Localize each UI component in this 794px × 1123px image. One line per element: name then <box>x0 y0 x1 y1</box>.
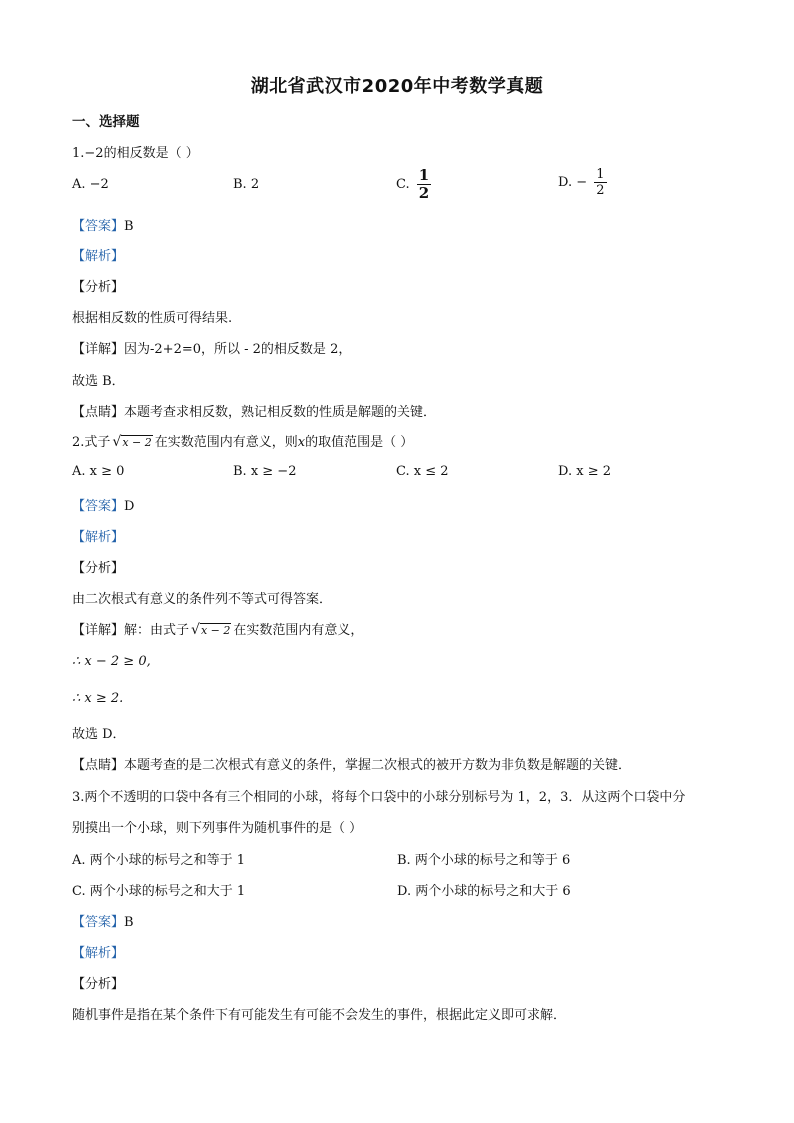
q2-option-d: D. x ≥ 2 <box>558 464 611 479</box>
q2-xiangjie <box>72 619 363 638</box>
q1-answer <box>72 215 134 234</box>
fraction-numerator: 1 <box>418 166 430 184</box>
sqrt-sign: √ <box>191 622 200 638</box>
dianjing-text: 本题考查的是二次根式有意义的条件，掌握二次根式的被开方数为非负数是解题的关键． <box>124 758 632 773</box>
q1-option-a: A. −2 <box>72 177 109 192</box>
q2-option-a: A. x ≥ 0 <box>72 464 125 479</box>
answer-tag: 【答案】 <box>72 499 125 514</box>
q3-fenxi-text: 随机事件是指在某个条件下有可能发生有可能不会发生的事件，根据此定义即可求解． <box>72 1008 567 1023</box>
q3-option-d: D. 两个小球的标号之和大于 6 <box>397 884 571 899</box>
q2-dianjing <box>72 754 631 773</box>
xiangjie-suffix: 在实数范围内有意义， <box>233 623 364 638</box>
q2-stem-middle: 在实数范围内有意义，则 <box>154 435 298 450</box>
answer-tag: 【答案】 <box>72 219 125 234</box>
page-title: 湖北省武汉市2020年中考数学真题 <box>250 76 544 97</box>
xiangjie-text: 因为-2+2=0，所以 - 2的相反数是 2， <box>124 342 352 357</box>
q1-option-c-label: C. <box>396 177 410 192</box>
q2-fenxi-text: 由二次根式有意义的条件列不等式可得答案． <box>72 592 333 607</box>
answer-value: B <box>124 915 134 930</box>
dianjing-tag: 【点睛】 <box>72 405 125 420</box>
q1-option-b: B. 2 <box>233 177 260 192</box>
sqrt-radicand: x − 2 <box>122 436 152 449</box>
q3-answer <box>72 911 134 930</box>
q1-jiexi-tag: 【解析】 <box>72 249 125 264</box>
q1-dianjing <box>72 401 436 420</box>
q1-option-d <box>558 168 607 197</box>
sqrt-sign: √ <box>112 434 122 450</box>
q1-option-c <box>396 168 431 201</box>
fraction-denominator: 2 <box>418 184 430 202</box>
q2-stem-end: 的取值范围是（ ） <box>305 435 414 450</box>
answer-value: D <box>124 499 135 514</box>
q1-guxuan: 故选 B． <box>72 374 125 389</box>
xiangjie-tag: 【详解】 <box>72 623 125 638</box>
q2-fenxi-tag: 【分析】 <box>72 561 125 576</box>
sqrt-radicand: x − 2 <box>200 624 231 637</box>
answer-tag: 【答案】 <box>72 915 125 930</box>
q2-answer <box>72 495 134 514</box>
sqrt-expression <box>112 434 152 450</box>
sqrt-expression <box>191 622 231 638</box>
q2-step-1: ∴ x − 2 ≥ 0, <box>72 654 151 669</box>
q3-option-c: C. 两个小球的标号之和大于 1 <box>72 884 246 899</box>
q3-jiexi-tag: 【解析】 <box>72 946 125 961</box>
q3-stem-line-2: 别摸出一个小球，则下列事件为随机事件的是（ ） <box>72 821 363 836</box>
answer-value: B <box>124 219 134 234</box>
q2-stem-variable: x <box>297 435 306 450</box>
dianjing-tag: 【点睛】 <box>72 758 125 773</box>
q2-option-c: C. x ≤ 2 <box>396 464 449 479</box>
q1-option-c-fraction <box>417 168 431 201</box>
q1-xiangjie <box>72 338 351 357</box>
q1-fenxi-text: 根据相反数的性质可得结果. <box>72 311 233 326</box>
fraction-numerator: 1 <box>596 167 605 182</box>
q2-stem-prefix: 2.式子 <box>72 435 111 450</box>
q3-stem-line-1: 3.两个不透明的口袋中各有三个相同的小球，将每个口袋中的小球分别标号为 1，2，3．从这两个口袋中分 <box>72 790 686 805</box>
q2-jiexi-tag: 【解析】 <box>72 530 125 545</box>
q1-fenxi-tag: 【分析】 <box>72 280 125 295</box>
section-heading: 一、选择题 <box>72 114 140 130</box>
q2-stem <box>72 431 413 450</box>
q3-option-a: A. 两个小球的标号之和等于 1 <box>72 853 246 868</box>
q1-stem: 1.−2的相反数是（ ） <box>72 146 199 161</box>
fraction-denominator: 2 <box>596 183 605 198</box>
q1-option-d-label: D. − <box>558 175 588 190</box>
q3-fenxi-tag: 【分析】 <box>72 977 125 992</box>
xiangjie-tag: 【详解】 <box>72 342 125 357</box>
xiangjie-prefix: 解：由式子 <box>124 623 190 638</box>
q2-option-b: B. x ≥ −2 <box>233 464 297 479</box>
dianjing-text: 本题考查求相反数，熟记相反数的性质是解题的关键． <box>124 405 437 420</box>
q3-option-b: B. 两个小球的标号之和等于 6 <box>397 853 571 868</box>
q2-guxuan: 故选 D． <box>72 727 126 742</box>
q2-step-2: ∴ x ≥ 2. <box>72 691 124 706</box>
q1-option-d-fraction <box>594 168 606 197</box>
